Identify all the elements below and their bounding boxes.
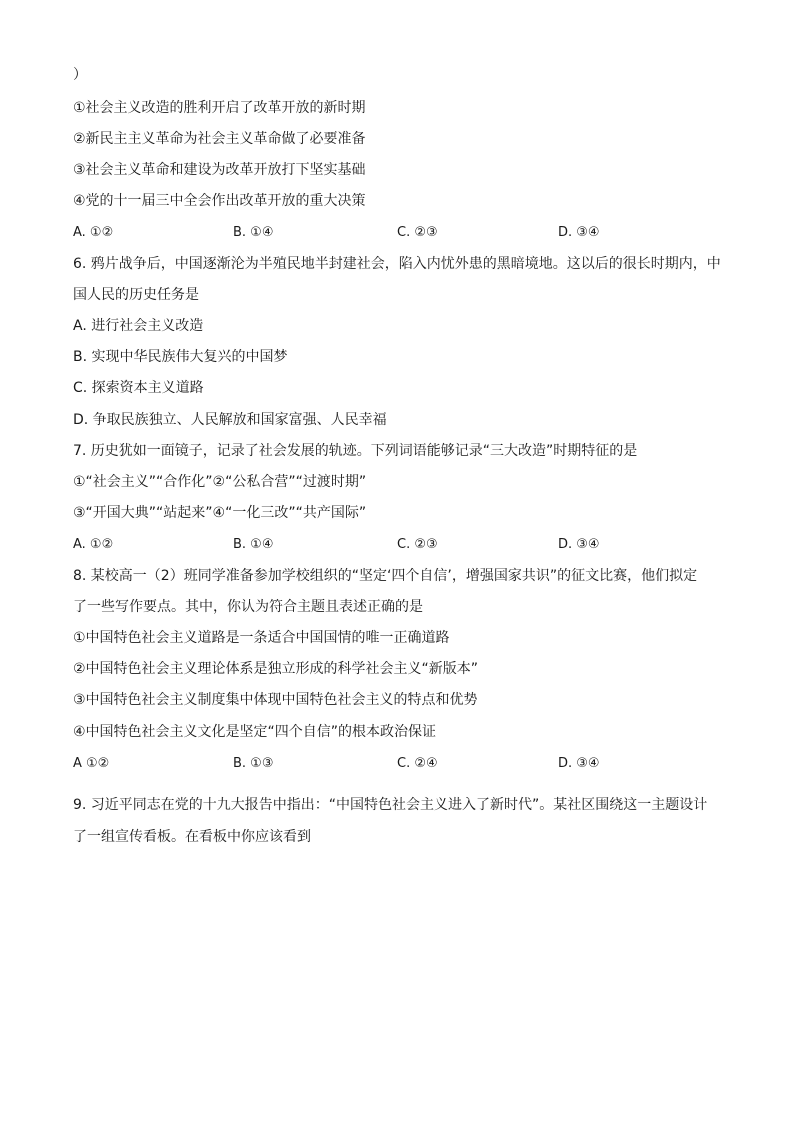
- q8-stem-line-1: 8. 某校高一（2）班同学准备参加学校组织的“坚定‘四个自信’，增强国家共识”的征文比赛，他们拟定: [73, 568, 698, 584]
- q7-stem: 7. 历史犹如一面镜子，记录了社会发展的轨迹。下列词语能够记录“三大改造”时期特征的是: [73, 443, 638, 459]
- q5-item-3: ③社会主义革命和建设为改革开放打下坚实基础: [73, 162, 366, 178]
- q8-option-a: A ①②: [73, 756, 110, 771]
- q9-stem-line-2: 了一组宣传看板。在看板中你应该看到: [73, 829, 311, 845]
- q6-option-d: D. 争取民族独立、人民解放和国家富强、人民幸福: [73, 412, 387, 428]
- q5-item-4: ④党的十一届三中全会作出改革开放的重大决策: [73, 193, 366, 209]
- q7-option-d: D. ③④: [558, 537, 600, 552]
- q7-items-line-1: ①“社会主义”“合作化”②“公私合营”“过渡时期”: [73, 474, 367, 490]
- q8-option-c: C. ②④: [397, 756, 438, 771]
- q6-option-a: A. 进行社会主义改造: [73, 318, 204, 334]
- q6-stem-line-2: 国人民的历史任务是: [73, 287, 199, 303]
- q7-option-a: A. ①②: [73, 537, 114, 552]
- q5-item-2: ②新民主主义革命为社会主义革命做了必要准备: [73, 131, 366, 147]
- q7-option-b: B. ①④: [233, 537, 274, 552]
- q5-option-d: D. ③④: [558, 225, 600, 240]
- q6-option-c: C. 探索资本主义道路: [73, 380, 204, 396]
- q8-item-1: ①中国特色社会主义道路是一条适合中国国情的唯一正确道路: [73, 630, 450, 646]
- q5-option-c: C. ②③: [397, 225, 438, 240]
- q8-option-d: D. ③④: [558, 756, 600, 771]
- q7-items-line-2: ③“开国大典”“站起来”④“一化三改”“共产国际”: [73, 505, 367, 521]
- q5-item-1: ①社会主义改造的胜利开启了改革开放的新时期: [73, 100, 366, 116]
- q7-option-c: C. ②③: [397, 537, 438, 552]
- q5-option-a: A. ①②: [73, 225, 114, 240]
- q8-item-4: ④中国特色社会主义文化是坚定“四个自信”的根本政治保证: [73, 724, 437, 740]
- q5-stem-tail: ）: [73, 67, 87, 83]
- q8-option-b: B. ①③: [233, 756, 274, 771]
- q9-stem-line-1: 9. 习近平同志在党的十九大报告中指出：“中国特色社会主义进入了新时代”。某社区围绕这一主题设计: [73, 797, 708, 813]
- q6-option-b: B. 实现中华民族伟大复兴的中国梦: [73, 349, 288, 365]
- q8-stem-line-2: 了一些写作要点。其中，你认为符合主题且表述正确的是: [73, 599, 423, 615]
- q8-item-3: ③中国特色社会主义制度集中体现中国特色社会主义的特点和优势: [73, 692, 478, 708]
- q6-stem-line-1: 6. 鸦片战争后，中国逐渐沦为半殖民地半封建社会，陷入内忧外患的黑暗境地。这以后的很长时期内，中: [73, 256, 721, 272]
- q5-option-b: B. ①④: [233, 225, 274, 240]
- q8-item-2: ②中国特色社会主义理论体系是独立形成的科学社会主义“新版本”: [73, 661, 479, 677]
